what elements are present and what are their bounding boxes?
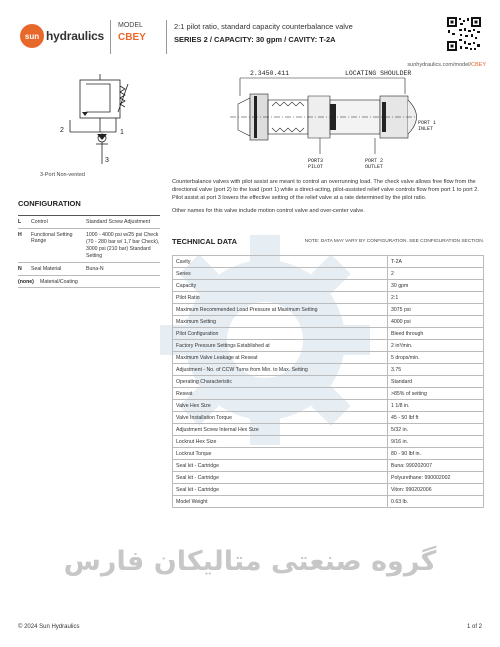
locating-shoulder-label: LOCATING SHOULDER <box>345 70 412 77</box>
tech-key: Seal kit - Cartridge <box>173 472 388 484</box>
description-paragraph: Other names for this valve include motion control valve and over-center valve. <box>172 208 365 215</box>
brand-logo <box>20 24 104 48</box>
tech-value: 9/16 in. <box>388 436 484 448</box>
tech-value: 30 gpm <box>388 280 484 292</box>
technical-data-table <box>172 255 484 508</box>
qr-code-icon[interactable] <box>446 16 482 52</box>
technical-data-header <box>172 237 484 246</box>
tech-key: Pilot Ratio <box>173 292 388 304</box>
table-row <box>173 364 484 376</box>
table-row <box>173 304 484 316</box>
tech-key: Series <box>173 268 388 280</box>
config-value: Buna-N <box>86 266 104 273</box>
tech-value: Polyurethane: 990002002 <box>388 472 484 484</box>
url-model: CBEY <box>471 62 486 68</box>
table-row <box>173 316 484 328</box>
tech-key: Maximum Valve Leakage at Reseat <box>173 352 388 364</box>
config-name: Control <box>31 219 48 225</box>
tech-key: Model Weight <box>173 496 388 508</box>
tech-value: Standard <box>388 376 484 388</box>
table-row <box>173 328 484 340</box>
config-value: Standard Screw Adjustment <box>86 219 151 225</box>
tech-key: Pilot Configuration <box>173 328 388 340</box>
schematic-port-1: 1 <box>120 129 124 136</box>
table-row <box>173 412 484 424</box>
tech-value: 1 1/8 in. <box>388 400 484 412</box>
model-label: MODEL <box>118 22 143 29</box>
configuration-row <box>18 215 160 229</box>
tech-key: Locknut Hex Size <box>173 436 388 448</box>
hydraulic-schematic <box>40 72 140 182</box>
technical-data-title: TECHNICAL DATA <box>172 237 237 246</box>
page-header <box>12 14 488 58</box>
configuration-title: CONFIGURATION <box>18 199 81 208</box>
tech-value: 3075 psi <box>388 304 484 316</box>
table-row <box>173 472 484 484</box>
port2-label: PORT 2 <box>365 158 384 164</box>
tech-key: Factory Pressure Settings Established at <box>173 340 388 352</box>
port2-sub-label: OUTLET <box>365 164 384 170</box>
tech-value: 5/32 in. <box>388 424 484 436</box>
description-paragraph: Counterbalance valves with pilot assist are meant to control an overrunning load. The check valve allows free flow from the directional valve (port 2) to the load (port 1) while a direct-acting, pilot-assisted relief valve controls flow from port 1 to port 2. Pilot assist at port 3 lowers the effective setting of the relief valve at a rate determined by the pilot ratio. <box>172 179 479 202</box>
tech-value: 45 - 50 lbf ft <box>388 412 484 424</box>
schematic-caption: 3-Port Non-vented <box>40 172 85 178</box>
tech-value: 4000 psi <box>388 316 484 328</box>
table-row <box>173 388 484 400</box>
config-code: H <box>18 232 22 239</box>
config-code: (none) <box>18 279 34 286</box>
footer-page-number: 1 of 2 <box>466 624 482 630</box>
tech-value: >85% of setting <box>388 388 484 400</box>
table-row <box>173 460 484 472</box>
table-row <box>173 484 484 496</box>
config-code: L <box>18 219 22 225</box>
url-prefix: sunhydraulics.com/model/ <box>407 62 472 68</box>
port3-label: PORT3 <box>308 158 324 164</box>
footer-copyright: © 2024 Sun Hydraulics <box>18 624 80 630</box>
table-row <box>173 424 484 436</box>
watermark-text: گروه صنعتی متالیکان فارس <box>63 546 437 577</box>
tech-key: Seal kit - Cartridge <box>173 484 388 496</box>
port1-sub-label: INLET <box>418 126 434 132</box>
schematic-port-3: 3 <box>105 157 109 164</box>
tech-key: Valve Hex Size <box>173 400 388 412</box>
tech-key: Seal kit - Cartridge <box>173 460 388 472</box>
tech-key: Capacity <box>173 280 388 292</box>
table-row <box>173 400 484 412</box>
tech-key: Adjustment Screw Internal Hex Size <box>173 424 388 436</box>
tech-key: Operating Characteristic <box>173 376 388 388</box>
technical-data-note: NOTE: DATA MAY VARY BY CONFIGURATION. SEE CONFIGURATION SECTION. <box>304 239 484 244</box>
description <box>172 178 484 215</box>
table-row <box>173 256 484 268</box>
config-name: Seal Material <box>31 266 62 273</box>
tech-value: 2:1 <box>388 292 484 304</box>
page-subtitle: SERIES 2 / CAPACITY: 30 gpm / CAVITY: T-2A <box>174 35 336 44</box>
tech-value: Bleed through <box>388 328 484 340</box>
tech-value: 5 drops/min. <box>388 352 484 364</box>
tech-value: 80 - 90 lbf in. <box>388 448 484 460</box>
configuration-row <box>18 263 160 276</box>
sun-logo-icon <box>20 24 44 48</box>
brand-sun: sun <box>24 31 40 41</box>
page-title: 2:1 pilot ratio, standard capacity counterbalance valve <box>174 22 353 31</box>
tech-key: Maximum Setting <box>173 316 388 328</box>
dimension-label: 2.3450.411 <box>250 70 290 77</box>
tech-value: Buna: 990202007 <box>388 460 484 472</box>
table-row <box>173 376 484 388</box>
table-row <box>173 268 484 280</box>
config-code: N <box>18 266 22 273</box>
tech-value: 2 in³/min. <box>388 340 484 352</box>
brand-name: hydraulics <box>46 29 105 43</box>
config-value <box>95 279 160 285</box>
tech-value: 3.75 <box>388 364 484 376</box>
table-row <box>173 436 484 448</box>
configuration-row <box>18 276 160 288</box>
title-box <box>174 22 353 44</box>
header-divider <box>166 20 167 54</box>
tech-value: T-2A <box>388 256 484 268</box>
config-name: Material/Coating <box>40 279 78 286</box>
configuration-table <box>18 215 160 288</box>
table-row <box>173 340 484 352</box>
table-row <box>173 280 484 292</box>
port3-sub-label: PILOT <box>308 164 324 170</box>
port1-label: PORT 1 <box>418 120 437 126</box>
model-box <box>118 22 146 43</box>
header-divider <box>110 20 111 54</box>
table-row <box>173 352 484 364</box>
tech-value: 0.63 lb. <box>388 496 484 508</box>
table-row <box>173 292 484 304</box>
config-value: 1000 - 4000 psi w/25 psi Check (70 - 280 bar w/ 1,7 bar Check), 3000 psi (210 bar) Standard Setting <box>86 232 160 260</box>
tech-value: 2 <box>388 268 484 280</box>
tech-key: Cavity <box>173 256 388 268</box>
model-code: CBEY <box>118 32 146 43</box>
tech-key: Maximum Recommended Load Pressure at Maximum Setting <box>173 304 388 316</box>
config-name: Functional Setting Range <box>31 232 73 245</box>
tech-key: Locknut Torque <box>173 448 388 460</box>
table-row <box>173 448 484 460</box>
configuration-row <box>18 229 160 263</box>
table-row <box>173 496 484 508</box>
tech-key: Adjustment - No. of CCW Turns from Min. to Max. Setting <box>173 364 388 376</box>
valve-cross-section <box>210 66 490 176</box>
tech-key: Reseat <box>173 388 388 400</box>
tech-value: Viton: 990202006 <box>388 484 484 496</box>
tech-key: Valve Installation Torque <box>173 412 388 424</box>
schematic-port-2: 2 <box>60 127 64 134</box>
